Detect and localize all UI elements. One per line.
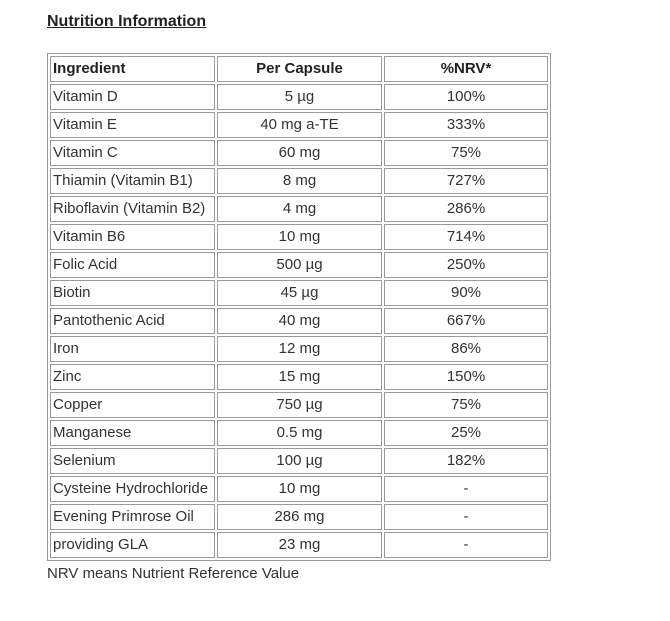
nrv-cell: 286%: [384, 196, 548, 222]
table-row: [50, 476, 548, 502]
per-capsule-cell: 15 mg: [217, 364, 382, 390]
table-row: [50, 112, 548, 138]
per-capsule-cell: 10 mg: [217, 224, 382, 250]
ingredient-cell: Biotin: [50, 280, 215, 306]
ingredient-cell: Vitamin D: [50, 84, 215, 110]
table-header-row: [50, 56, 548, 82]
ingredient-cell: Manganese: [50, 420, 215, 446]
per-capsule-cell: 500 µg: [217, 252, 382, 278]
nrv-cell: 86%: [384, 336, 548, 362]
per-capsule-cell: 4 mg: [217, 196, 382, 222]
nrv-cell: 250%: [384, 252, 548, 278]
ingredient-cell: Riboflavin (Vitamin B2): [50, 196, 215, 222]
nrv-cell: 75%: [384, 392, 548, 418]
page-title: Nutrition Information: [47, 13, 207, 30]
ingredient-cell: Zinc: [50, 364, 215, 390]
nrv-cell: 667%: [384, 308, 548, 334]
nrv-cell: 25%: [384, 420, 548, 446]
table-row: [50, 168, 548, 194]
per-capsule-cell: 12 mg: [217, 336, 382, 362]
ingredient-cell: Iron: [50, 336, 215, 362]
table-row: [50, 140, 548, 166]
per-capsule-cell: 40 mg: [217, 308, 382, 334]
table-row: [50, 532, 548, 558]
per-capsule-cell: 10 mg: [217, 476, 382, 502]
nrv-cell: 100%: [384, 84, 548, 110]
footnote: NRV means Nutrient Reference Value: [47, 565, 300, 582]
nrv-cell: 75%: [384, 140, 548, 166]
ingredient-cell: Vitamin B6: [50, 224, 215, 250]
ingredient-cell: Folic Acid: [50, 252, 215, 278]
table-row: [50, 196, 548, 222]
table-row: [50, 504, 548, 530]
nrv-cell: -: [384, 476, 548, 502]
table-row: [50, 420, 548, 446]
nrv-cell: 333%: [384, 112, 548, 138]
column-header-ingredient: Ingredient: [50, 56, 215, 82]
table-row: [50, 448, 548, 474]
per-capsule-cell: 23 mg: [217, 532, 382, 558]
table-row: [50, 308, 548, 334]
per-capsule-cell: 45 µg: [217, 280, 382, 306]
column-header-per-capsule: Per Capsule: [217, 56, 382, 82]
nrv-cell: 714%: [384, 224, 548, 250]
ingredient-cell: Vitamin E: [50, 112, 215, 138]
table-row: [50, 84, 548, 110]
table-row: [50, 364, 548, 390]
table-row: [50, 392, 548, 418]
table-row: [50, 224, 548, 250]
per-capsule-cell: 40 mg a-TE: [217, 112, 382, 138]
table-row: [50, 252, 548, 278]
nutrition-table: [47, 53, 551, 561]
nrv-cell: -: [384, 504, 548, 530]
per-capsule-cell: 60 mg: [217, 140, 382, 166]
ingredient-cell: Evening Primrose Oil: [50, 504, 215, 530]
per-capsule-cell: 8 mg: [217, 168, 382, 194]
per-capsule-cell: 0.5 mg: [217, 420, 382, 446]
ingredient-cell: Thiamin (Vitamin B1): [50, 168, 215, 194]
table-row: [50, 280, 548, 306]
per-capsule-cell: 750 µg: [217, 392, 382, 418]
table-row: [50, 336, 548, 362]
ingredient-cell: Vitamin C: [50, 140, 215, 166]
nrv-cell: -: [384, 532, 548, 558]
ingredient-cell: Pantothenic Acid: [50, 308, 215, 334]
per-capsule-cell: 286 mg: [217, 504, 382, 530]
column-header-nrv: %NRV*: [384, 56, 548, 82]
per-capsule-cell: 5 µg: [217, 84, 382, 110]
nrv-cell: 150%: [384, 364, 548, 390]
per-capsule-cell: 100 µg: [217, 448, 382, 474]
ingredient-cell: Cysteine Hydrochloride: [50, 476, 215, 502]
nrv-cell: 182%: [384, 448, 548, 474]
nrv-cell: 90%: [384, 280, 548, 306]
ingredient-cell: Selenium: [50, 448, 215, 474]
ingredient-cell: Copper: [50, 392, 215, 418]
ingredient-cell: providing GLA: [50, 532, 215, 558]
nrv-cell: 727%: [384, 168, 548, 194]
